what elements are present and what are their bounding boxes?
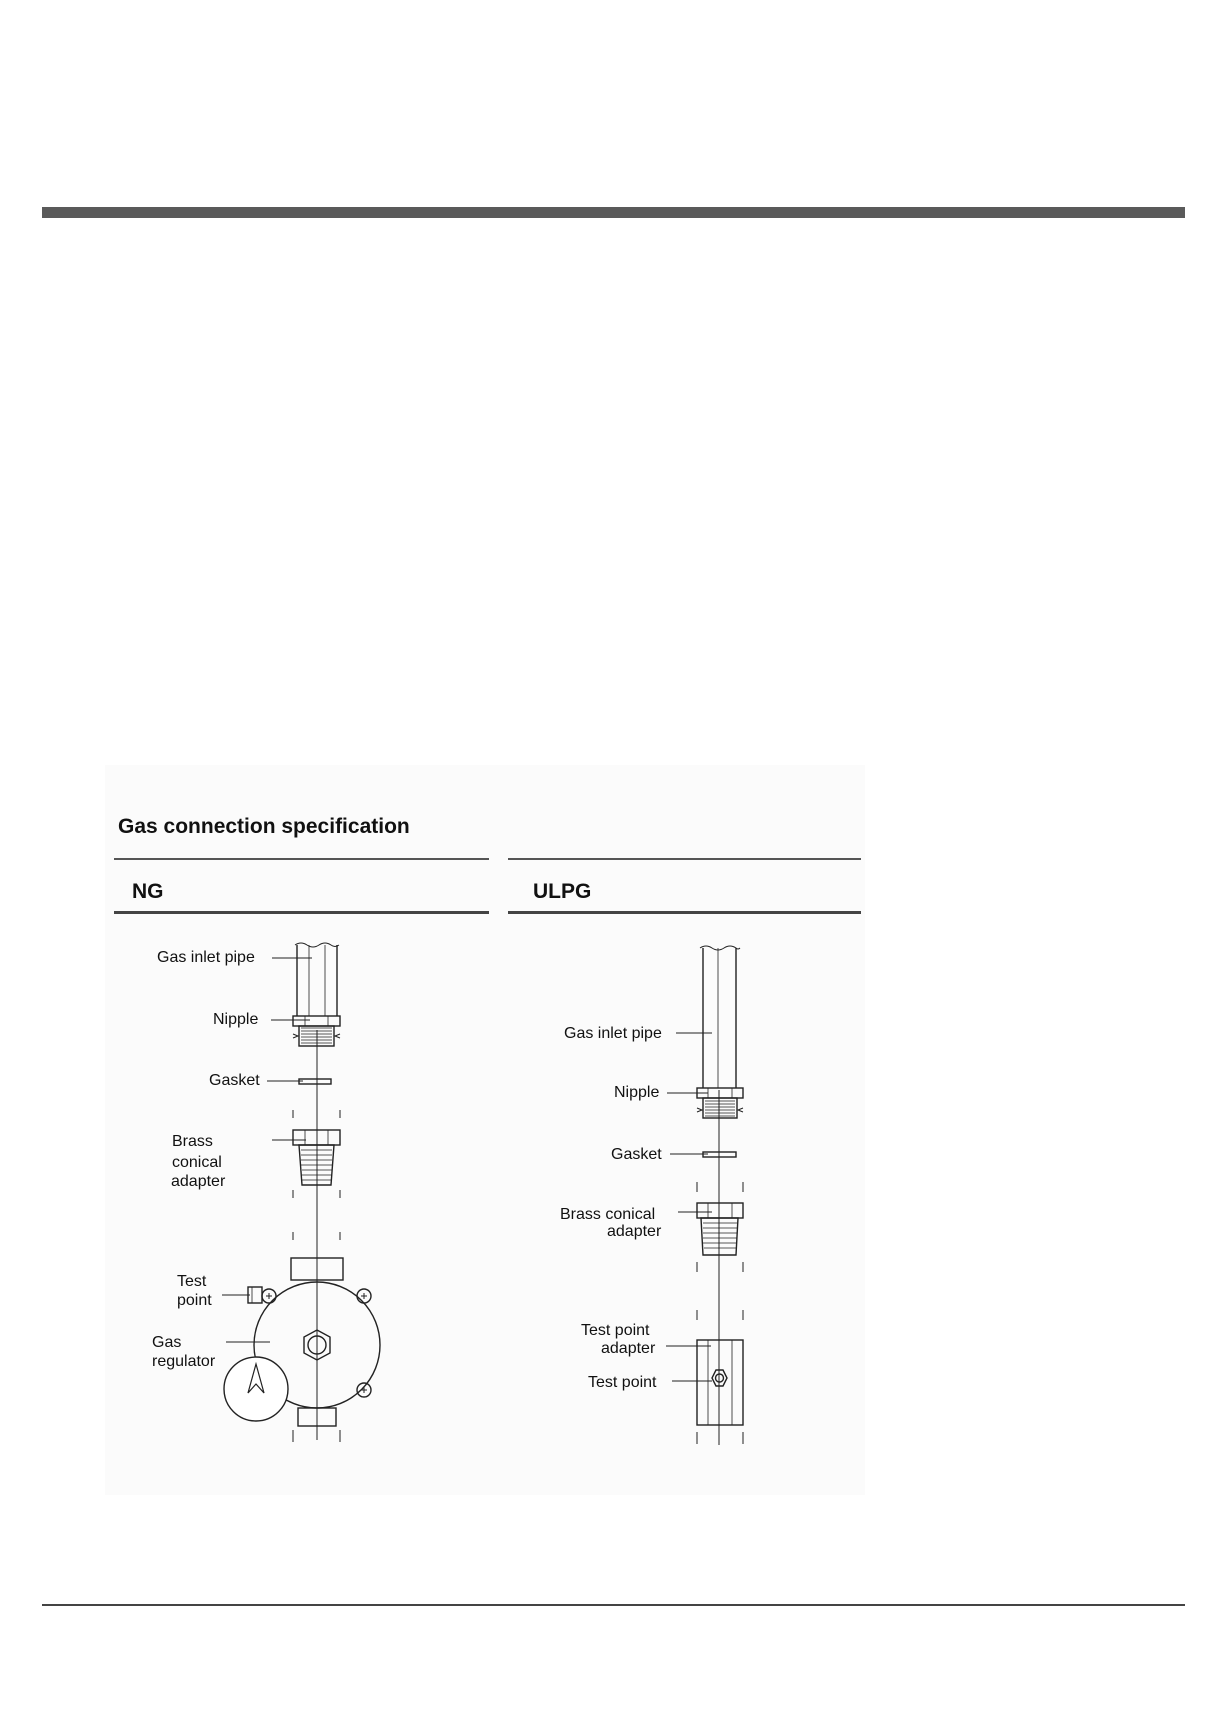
ng-label-adapter: adapter [171,1173,226,1190]
ulpg-label-nipple: Nipple [614,1084,660,1101]
ulpg-brass-conical-adapter [697,1182,743,1272]
ulpg-label-test-point-fitting: Test point [588,1374,657,1391]
ulpg-label-test-point: Test point [581,1322,650,1339]
ng-label-conical: conical [172,1154,222,1171]
ng-test-point [248,1287,262,1303]
ng-label-gasket: Gasket [209,1072,260,1089]
ng-gasket [299,1079,331,1084]
ng-label-gas: Gas [152,1334,182,1351]
ulpg-gas-inlet-pipe [700,946,740,1088]
ng-label-point: point [177,1292,212,1309]
ng-label-brass: Brass [172,1133,213,1150]
ng-label-nipple: Nipple [213,1011,259,1028]
ulpg-test-point-adapter [697,1310,743,1444]
ng-gas-inlet-pipe [295,943,339,1016]
ulpg-label-test-point-adapter: adapter [601,1340,656,1357]
ulpg-assembly [666,946,743,1445]
ulpg-label-adapter: adapter [607,1223,662,1240]
ng-label-gas-inlet-pipe: Gas inlet pipe [157,949,255,966]
ulpg-label-gas-inlet-pipe: Gas inlet pipe [564,1025,662,1042]
ng-label-test: Test [177,1273,207,1290]
ng-heading: NG [132,880,164,903]
ulpg-label-brass-conical: Brass conical [560,1206,656,1223]
ng-arrow-icon [224,1357,288,1421]
ng-label-regulator: regulator [152,1353,216,1370]
figure-title: Gas connection specification [118,815,410,838]
ng-assembly [222,943,380,1442]
footer-rule [42,1604,1185,1606]
ulpg-label-gasket: Gasket [611,1146,662,1163]
ulpg-heading: ULPG [533,880,592,903]
ulpg-leader-lines [666,1033,712,1381]
